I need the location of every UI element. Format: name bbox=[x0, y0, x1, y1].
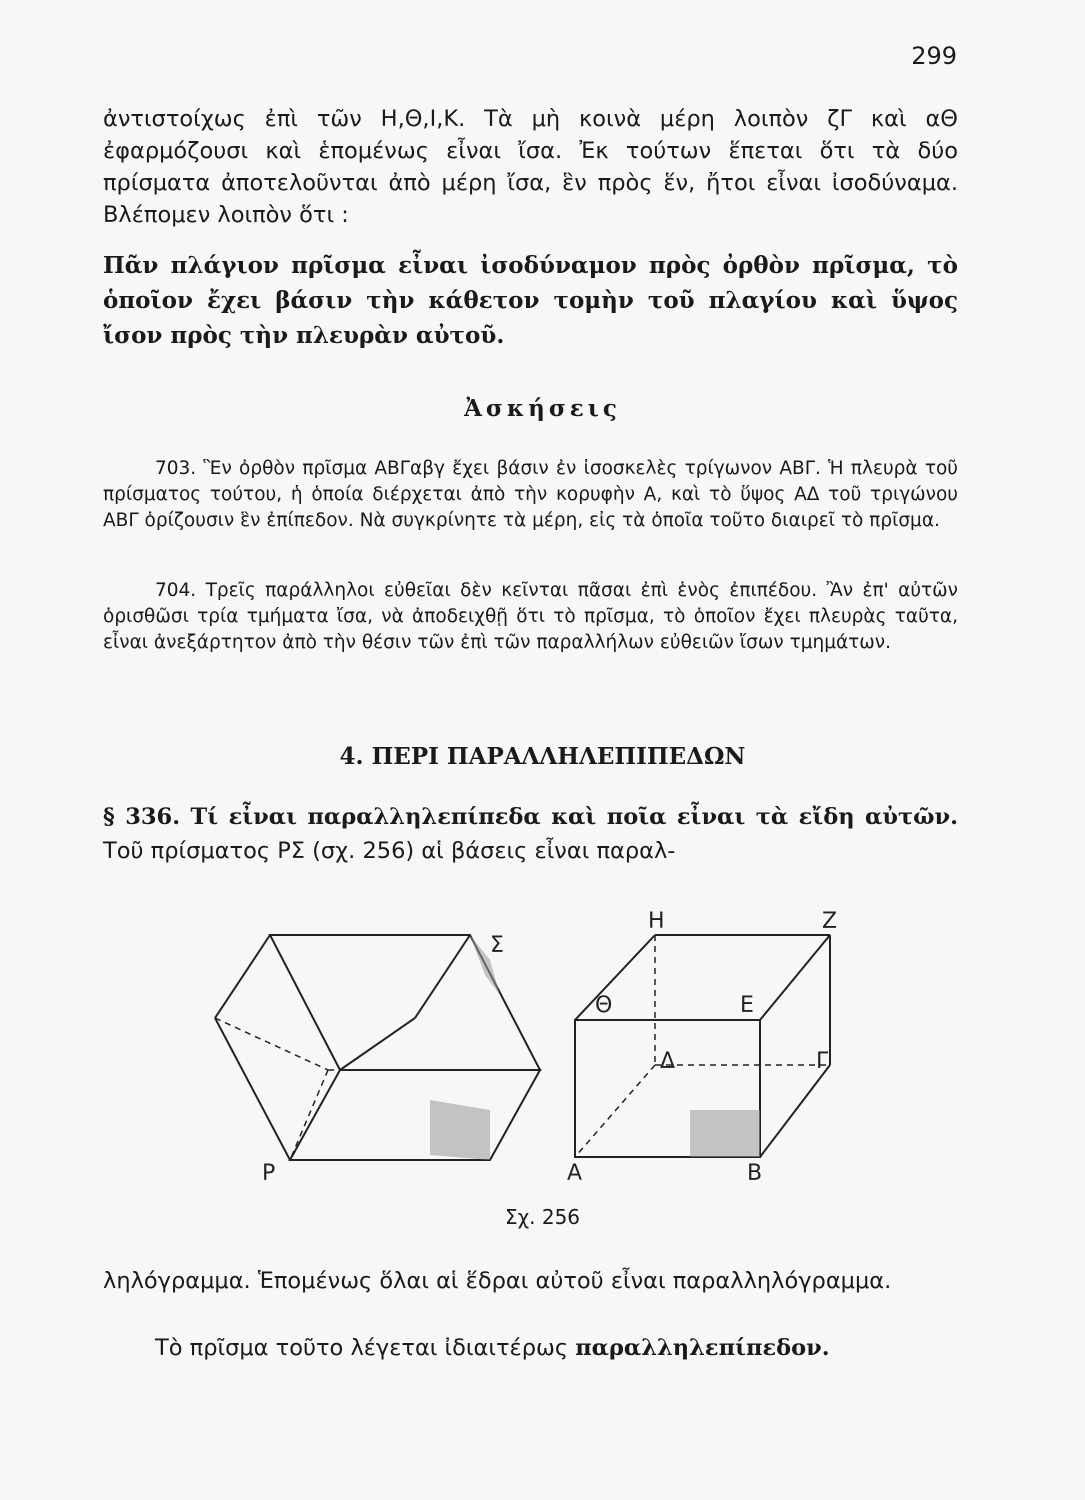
paragraph-336 bbox=[103, 800, 958, 868]
exercise-704 bbox=[103, 578, 958, 656]
label-theta: Θ bbox=[595, 993, 613, 1018]
paragraph-final bbox=[103, 1332, 958, 1364]
final-text: Τὸ πρῖσμα τοῦτο λέγεται ἰδιαιτέρως bbox=[155, 1335, 576, 1361]
page-number: 299 bbox=[911, 42, 957, 70]
label-gamma: Γ bbox=[816, 1049, 829, 1074]
exercise-703-text: 703. Ἓν ὀρθὸν πρῖσμα ΑΒΓαβγ ἔχει βάσιν ἐν ἰσοσκελὲς τρίγωνον ΑΒΓ. Ἡ πλευρὰ τοῦ πρίσματος τούτου, ἡ ὁποία διέρχεται ἀπὸ τὴν κορυφὴν Α, καὶ τὸ ὕψος ΑΔ τοῦ τριγώνου ΑΒΓ ὁρίζουσιν ἓν ἐπίπεδον. Νὰ συγκρίνητε τὰ μέρη, εἰς τὰ ὁποῖα τοῦτο διαιρεῖ τὸ πρῖσμα. bbox=[103, 458, 958, 531]
exercise-703 bbox=[103, 456, 958, 534]
paragraph-intro: ἀντιστοίχως ἐπὶ τῶν Η,Θ,Ι,Κ. Τὰ μὴ κοινὰ μέρη λοιπὸν ζΓ καὶ αΘ ἐφαρμόζουσι καὶ ἑπομένως εἶναι ἴσα. Ἐκ τούτων ἕπεται ὅτι τὰ δύο πρίσματα ἀποτελοῦνται ἀπὸ μέρη ἴσα, ἓν πρὸς ἕν, ἤτοι εἶναι ἰσοδύναμα. Βλέπομεν λοιπὸν ὅτι : bbox=[103, 106, 958, 228]
exercise-704-text: 704. Τρεῖς παράλληλοι εὐθεῖαι δὲν κεῖνται πᾶσαι ἐπὶ ἑνὸς ἐπιπέδου. Ἂν ἐπ' αὐτῶν ὁρισθῶσι τρία τμήματα ἴσα, νὰ ἀποδειχθῇ ὅτι τὸ πρῖσμα, τὸ ὁποῖον ἔχει πλευρὰς ταῦτα, εἶναι ἀνεξάρτητον ἀπὸ τὴν θέσιν τῶν ἐπὶ τῶν παραλλήλων εὐθειῶν ἴσων τμημάτων. bbox=[103, 580, 958, 653]
label-epsilon: Ε bbox=[740, 993, 754, 1018]
paragraph-336-text: Τοῦ πρίσματος ΡΣ (σχ. 256) αἱ βάσεις εἶναι παραλ- bbox=[103, 838, 676, 864]
right-prism-shading bbox=[690, 1110, 760, 1157]
section-heading: 4. ΠΕΡΙ ΠΑΡΑΛΛΗΛΕΠΙΠΕΔΩΝ bbox=[339, 743, 746, 770]
theorem-statement: Πᾶν πλάγιον πρῖσμα εἶναι ἰσοδύναμον πρὸς ὀρθὸν πρῖσμα, τὸ ὁποῖον ἔχει βάσιν τὴν κάθετον τομὴν τοῦ πλαγίου καὶ ὕψος ἴσον πρὸς τὴν πλευρὰν αὐτοῦ. bbox=[103, 252, 958, 349]
exercises-heading: Ἀσκήσεις bbox=[464, 395, 621, 422]
final-bold-term: παραλληλεπίπεδον. bbox=[575, 1335, 830, 1361]
oblique-prism-shading bbox=[430, 935, 500, 1160]
label-eta: Η bbox=[648, 909, 665, 934]
label-alpha: Α bbox=[567, 1161, 583, 1186]
label-rho: Ρ bbox=[262, 1161, 276, 1186]
label-sigma: Σ bbox=[490, 933, 504, 958]
label-zeta: Ζ bbox=[822, 909, 838, 934]
paragraph-336-title: § 336. Τί εἶναι παραλληλεπίπεδα καὶ ποῖα εἶναι τὰ εἴδη αὐτῶν. bbox=[103, 804, 958, 830]
label-delta: Δ bbox=[660, 1049, 676, 1074]
figure-caption: Σχ. 256 bbox=[504, 1205, 581, 1229]
label-beta: Β bbox=[747, 1161, 763, 1186]
figure-256 bbox=[200, 900, 880, 1200]
paragraph-after-figure: ληλόγραμμα. Ἑπομένως ὅλαι αἱ ἕδραι αὐτοῦ εἶναι παραλληλόγραμμα. bbox=[103, 1268, 892, 1294]
